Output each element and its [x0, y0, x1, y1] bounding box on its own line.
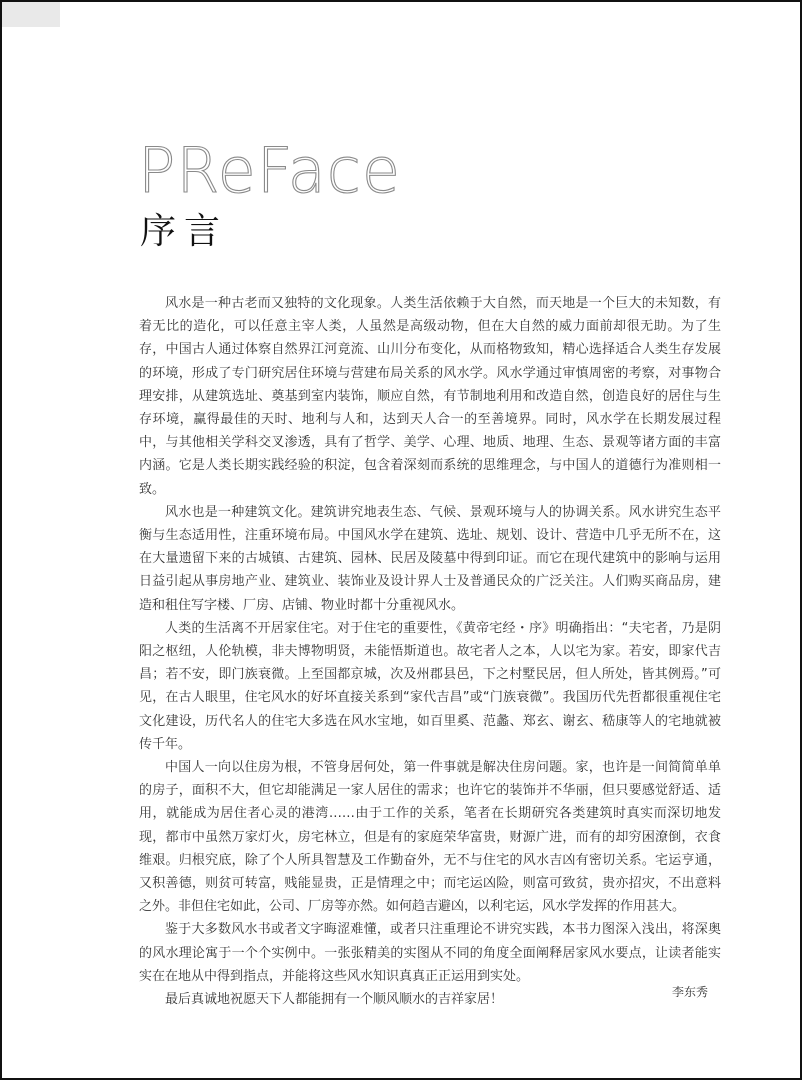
author-signature: 李东秀 [672, 985, 709, 999]
paragraph: 中国人一向以住房为根，不管身居何处，第一件事就是解决住房问题。家，也许是一间简简单单的房子，面积不大，但它却能满足一家人居住的需求；也许它的装饰并不华丽，但只要感觉舒适、适用，就能成为居住者心灵的港湾……由于工作的关系，笔者在长期研究各类建筑时真实而深切地发现，都市中虽然万家灯火，房宅林立，但是有的家庭荣华富贵，财源广进，而有的却穷困潦倒，衣食维艰。归根究底，除了个人所具智慧及工作勤奋外，无不与住宅的风水吉凶有密切关系。宅运亨通，又积善德，则贫可转富，贱能显贵，正是情理之中；而宅运凶险，则富可致贫，贵亦招灾，不出意料之外。非但住宅如此，公司、厂房等亦然。如何趋吉避凶，以利宅运，风水学发挥的作用甚大。 [139, 760, 721, 915]
corner-tab [2, 2, 60, 27]
preface-title-english: PReFace [138, 134, 402, 207]
paragraph: 人类的生活离不开居家住宅。对于住宅的重要性，《黄帝宅经・序》明确指出：“夫宅者，乃是阴阳之枢纽，人伦轨模，非夫博物明贤，未能悟斯道也。故宅者人之本，人以宅为家。若安，即家代吉昌；若不安，即门族衰微。上至国都京城，次及州郡县邑，下之村墅民居，但人所处，皆其例焉。”可见，在古人眼里，住宅风水的好坏直接关系到“家代吉昌”或“门族衰微”。我国历代先哲都很重视住宅文化建设，历代名人的住宅大多选在风水宝地，如百里奚、范蠡、郑玄、谢玄、嵇康等人的宅地就被传千年。 [139, 620, 721, 752]
paragraph: 鉴于大多数风水书或者文字晦涩难懂，或者只注重理论不讲究实践，本书力图深入浅出，将深奥的风水理论寓于一个个实例中。一张张精美的实图从不同的角度全面阐释居家风水要点，让读者能实实在在地从中得到指点，并能将这些风水知识真真正正运用到实处。 [139, 922, 721, 984]
paragraph: 风水也是一种建筑文化。建筑讲究地表生态、气候、景观环境与人的协调关系。风水讲究生态平衡与生态适用性，注重环境布局。中国风水学在建筑、选址、规划、设计、营造中几乎无所不在，这在大量遗留下来的古城镇、古建筑、园林、民居及陵墓中得到印证。而它在现代建筑中的影响与运用日益引起从事房地产业、建筑业、装饰业及设计界人士及普通民众的广泛关注。人们购买商品房，建造和租住写字楼、厂房、店铺、物业时都十分重视风水。 [139, 504, 721, 613]
preface-body [139, 292, 721, 1011]
preface-title-chinese: 序言 [140, 211, 229, 252]
paragraph: 风水是一种古老而又独特的文化现象。人类生活依赖于大自然，而天地是一个巨大的未知数，有着无比的造化，可以任意主宰人类，人虽然是高级动物，但在大自然的威力面前却很无助。为了生存，中国古人通过体察自然界江河竟流、山川分布变化，从而格物致知，精心选择适合人类生存发展的环境，形成了专门研究居住环境与营建布局关系的风水学。风水学通过审慎周密的考察，对事物合理安排，从建筑选址、奠基到室内装饰，顺应自然，有节制地利用和改造自然，创造良好的居住与生存环境，赢得最佳的天时、地利与人和，达到天人合一的至善境界。同时，风水学在长期发展过程中，与其他相关学科交叉渗透，具有了哲学、美学、心理、地质、地理、生态、景观等诸方面的丰富内涵。它是人类长期实践经验的积淀，包含着深刻而系统的思维理念，与中国人的道德行为准则相一致。 [139, 296, 721, 497]
paragraph: 最后真诚地祝愿天下人都能拥有一个顺风顺水的吉祥家居！ [165, 992, 504, 1008]
